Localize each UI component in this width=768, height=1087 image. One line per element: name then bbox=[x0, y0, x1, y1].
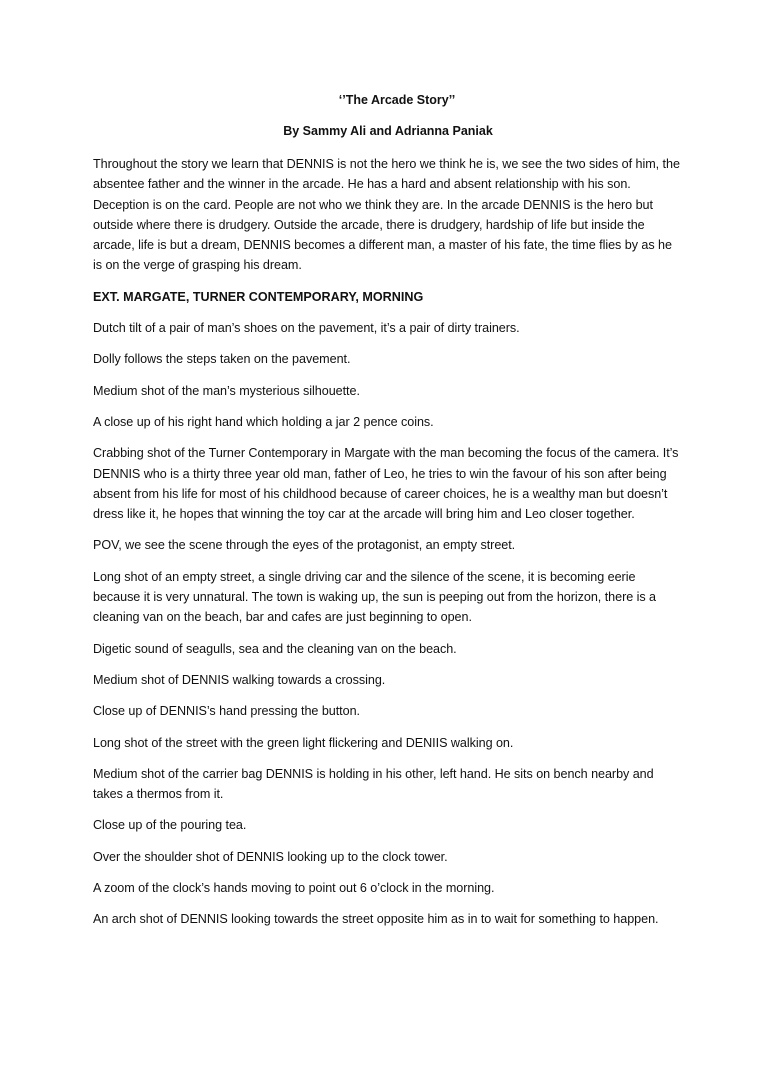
paragraph: Long shot of an empty street, a single driving car and the silence of the scene, it is becoming eerie because it is very unnatural. The town is waking up, the sun is peeping out from the horizon, there is a cleaning van on the beach, bar and cafes are just beginning to open. bbox=[93, 569, 657, 625]
paragraph: An arch shot of DENNIS looking towards the street opposite him as in to wait for something to happen. bbox=[93, 912, 659, 927]
paragraph: Dutch tilt of a pair of man’s shoes on the pavement, it’s a pair of dirty trainers. bbox=[93, 321, 520, 336]
paragraph: Medium shot of DENNIS walking towards a crossing. bbox=[93, 672, 386, 687]
paragraph: Long shot of the street with the green light flickering and DENIIS walking on. bbox=[93, 735, 514, 750]
paragraph: Digetic sound of seagulls, sea and the cleaning van on the beach. bbox=[93, 641, 457, 656]
paragraph: Crabbing shot of the Turner Contemporary in Margate with the man becoming the focus of the camera. It’s DENNIS who is a thirty three year old man, father of Leo, he tries to win the favour of his son after being absent from his life for most of his childhood because of career choices, he is a wealthy man but doesn’t dress like it, he hopes that winning the toy car at the arcade will bring him and Leo closer together. bbox=[93, 446, 679, 522]
paragraph: Medium shot of the carrier bag DENNIS is holding in his other, left hand. He sits on bench nearby and takes a thermos from it. bbox=[93, 766, 654, 802]
paragraph: Medium shot of the man’s mysterious silhouette. bbox=[93, 383, 360, 398]
paragraph: Close up of DENNIS’s hand pressing the button. bbox=[93, 704, 360, 719]
paragraph: A close up of his right hand which holding a jar 2 pence coins. bbox=[93, 414, 434, 429]
intro-paragraph: Throughout the story we learn that DENNIS is not the hero we think he is, we see the two sides of him, the absentee father and the winner in the arcade. He has a hard and absent relationship with his son. Deception is on the card. People are not who we think they are. In the arcade DENNIS is the hero but outside where there is drudgery. Outside the arcade, there is drudgery, hardship of life but inside the arcade, life is but a dream, DENNIS becomes a different man, a master of his fate, the time flies by as he is on the verge of grasping his dream. bbox=[93, 157, 680, 273]
document-authors: By Sammy Ali and Adrianna Paniak bbox=[283, 124, 493, 138]
paragraph: POV, we see the scene through the eyes of the protagonist, an empty street. bbox=[93, 538, 516, 553]
paragraph: Over the shoulder shot of DENNIS looking up to the clock tower. bbox=[93, 849, 448, 864]
scene-heading: EXT. MARGATE, TURNER CONTEMPORARY, MORNING bbox=[93, 289, 424, 304]
paragraph: Dolly follows the steps taken on the pavement. bbox=[93, 352, 351, 367]
paragraph: A zoom of the clock’s hands moving to point out 6 o’clock in the morning. bbox=[93, 881, 495, 896]
document-page bbox=[93, 92, 683, 941]
document-title: ‘’The Arcade Story’’ bbox=[338, 93, 456, 107]
paragraph: Close up of the pouring tea. bbox=[93, 818, 247, 833]
